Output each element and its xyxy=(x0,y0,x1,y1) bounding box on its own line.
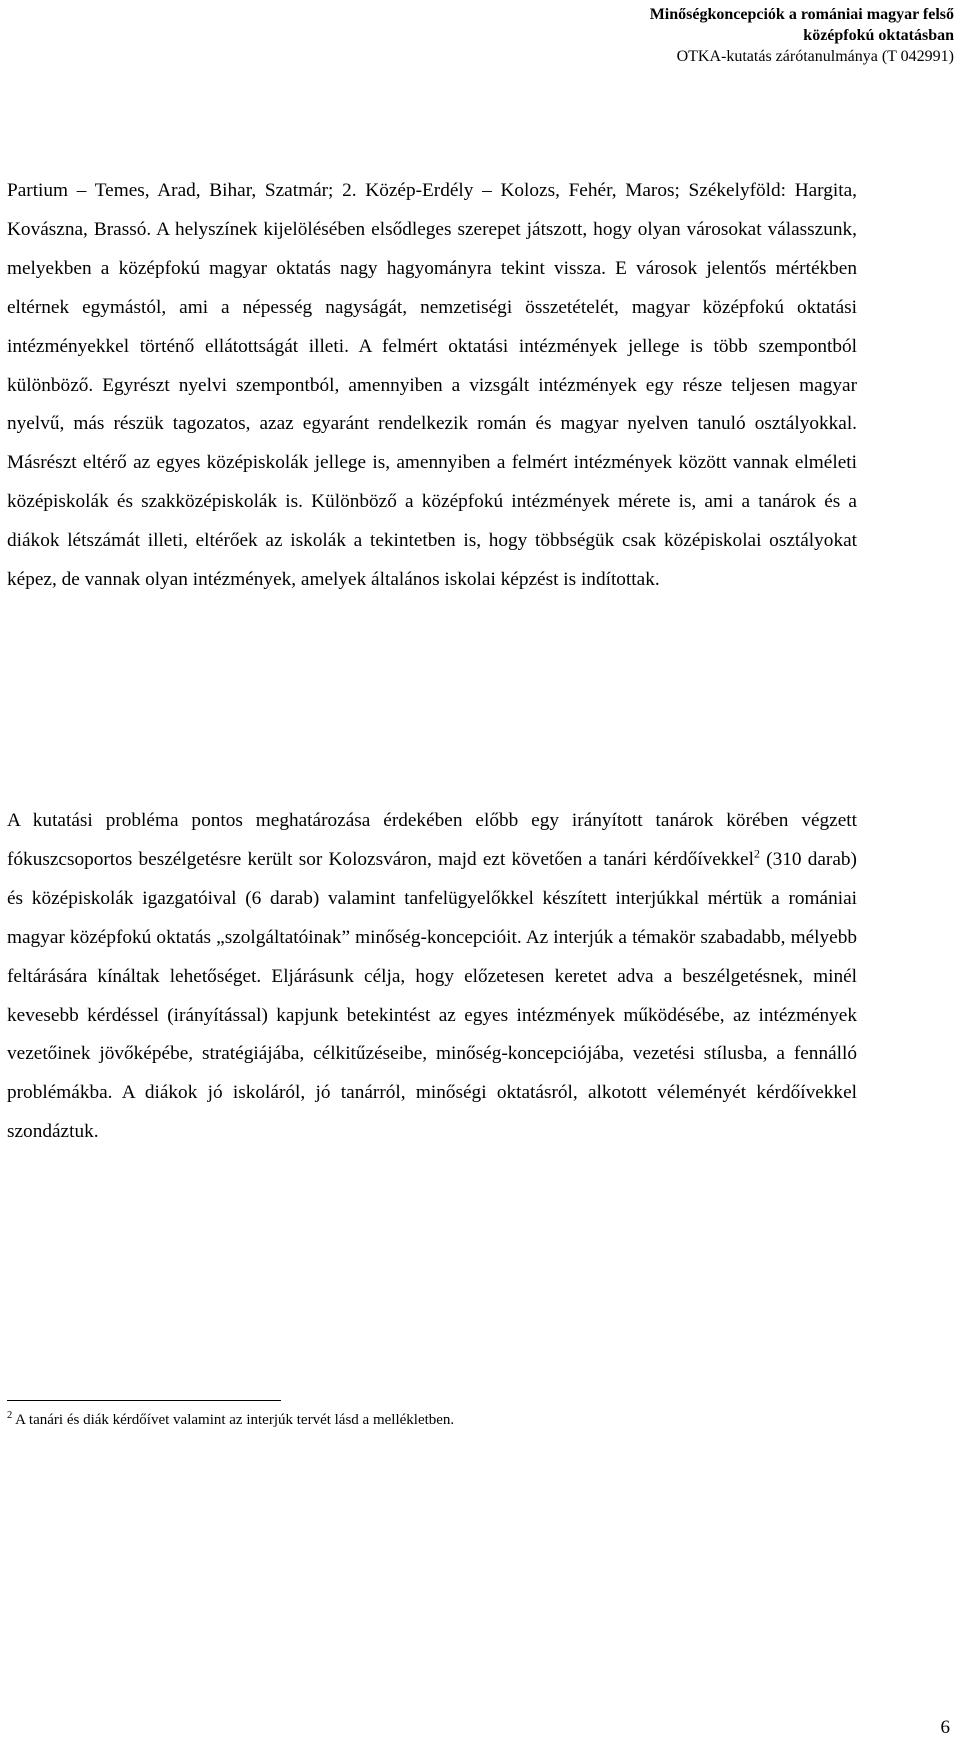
footnote xyxy=(7,1410,857,1430)
body-paragraph-1 xyxy=(7,172,857,600)
paragraph-text: Partium – Temes, Arad, Bihar, Szatmár; 2. Közép-Erdély – Kolozs, Fehér, Maros; Székelyföld: Hargita, Kovászna, Brassó. A helyszínek kijelölésében elsődleges szerepet játszott, hogy olyan városokat válasszunk, melyekben a középfokú magyar oktatás nagy hagyományra tekint vissza. E városok jelentős mértékben eltérnek egymástól, ami a népesség nagyságát, nemzetiségi összetételét, magyar középfokú oktatási intézményekkel történő ellátottságát illeti. A felmért oktatási intézmények jellege is több szempontból különböző. Egyrészt nyelvi szempontból, amennyiben a vizsgált intézmények egy része teljesen magyar nyelvű, más részük tagozatos, azaz egyaránt rendelkezik román és magyar nyelven tanuló osztályokkal. Másrészt eltérő az egyes középiskolák jellege is, amennyiben a felmért intézmények között vannak elméleti középiskolák és szakközépiskolák is. Különböző a középfokú intézmények mérete is, ami a tanárok és a diákok létszámát illeti, eltérőek az iskolák a tekintetben is, hogy többségük csak középiskolai osztályokat képez, de vannak olyan intézmények, amelyek általános iskolai képzést is indítottak. xyxy=(7,180,857,591)
paragraph-text-before-ref: A kutatási probléma pontos meghatározása érdekében előbb egy irányított tanárok körében végzett fókuszcsoportos beszélgetésre került sor Kolozsváron, majd ezt követően a tanári kérdőívekkel xyxy=(7,810,857,870)
footnote-reference[interactable]: 2 xyxy=(753,846,760,861)
footnote-text: A tanári és diák kérdőívet valamint az interjúk tervét lásd a mellékletben. xyxy=(12,1412,455,1428)
page-number: 6 xyxy=(940,1717,950,1738)
footnote-separator xyxy=(7,1400,281,1401)
paragraph-text-after-ref: (310 darab) és középiskolák igazgatóival (6 darab) valamint tanfelügyelőkkel készített interjúkkal mértük a romániai magyar középfokú oktatás „szolgáltatóinak” minőség-koncepcióit. Az interjúk a témakör szabadabb, mélyebb feltárására kínáltak lehetőséget. Eljárásunk célja, hogy előzetesen keretet adva a beszélgetésnek, minél kevesebb kérdéssel (irányítással) kapjunk betekintést az egyes intézmények működésébe, az intézmények vezetőinek jövőképébe, stratégiájába, célkitűzéseibe, minőség-koncepciójába, vezetési stílusba, a fennálló problémákba. A diákok jó iskoláról, jó tanárról, minőségi oktatásról, alkotott véleményét kérdőívekkel szondáztuk. xyxy=(7,848,857,1143)
header-title-line-2: középfokú oktatásban xyxy=(803,27,954,44)
header-title-line-1: Minőségkoncepciók a romániai magyar felső xyxy=(649,6,954,23)
body-paragraph-2 xyxy=(7,802,857,1152)
running-header xyxy=(650,4,954,67)
header-subtitle: OTKA-kutatás zárótanulmánya (T 042991) xyxy=(676,48,954,65)
footnote-marker: 2 xyxy=(7,1410,13,1421)
paragraph-text xyxy=(7,802,857,1152)
